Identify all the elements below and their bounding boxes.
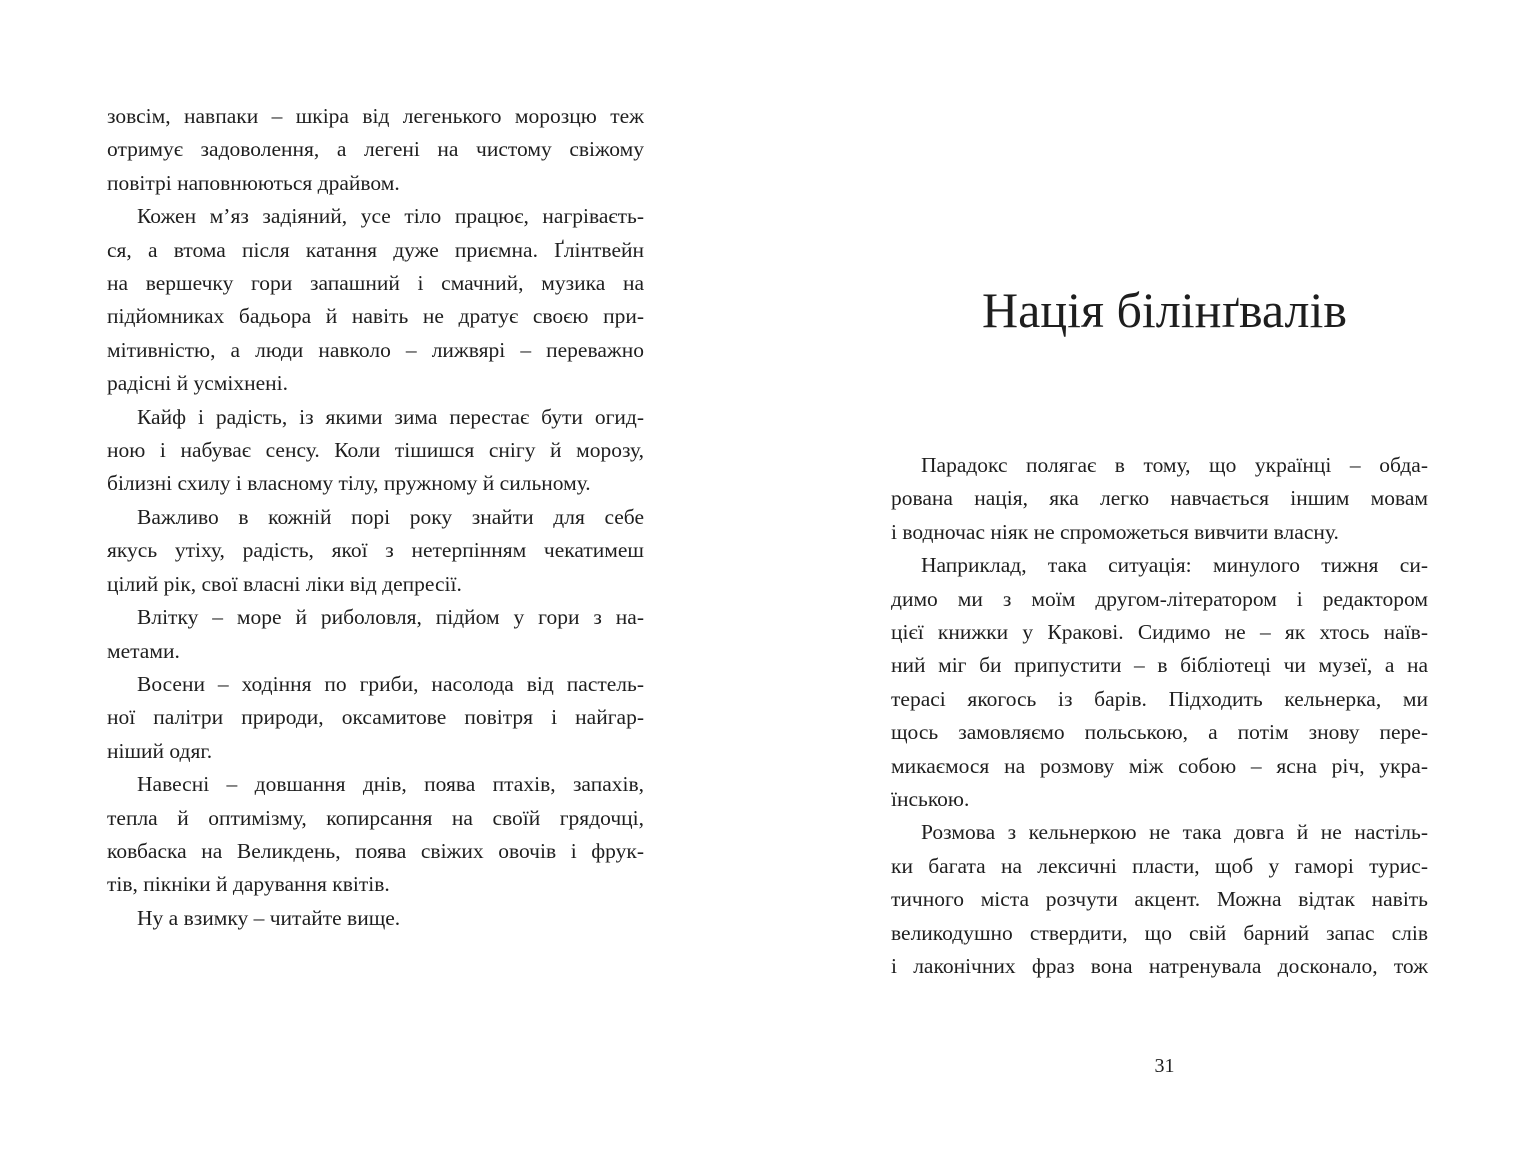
paragraph — [891, 549, 1428, 816]
left-page-body — [107, 100, 644, 935]
right-page — [768, 0, 1536, 1152]
paragraph — [107, 401, 644, 501]
text-line: ся, а втома після катання дуже приємна. Ґлінтвейн — [107, 237, 644, 262]
text-line: великодушно ствердити, що свій барний запас слів — [891, 920, 1428, 945]
paragraph — [107, 501, 644, 601]
text-line: тичного міста розчути акцент. Можна відтак навіть — [891, 887, 1428, 912]
text-line: щось замовляємо польською, а потім знову пере- — [891, 720, 1428, 745]
text-line: ною і набуває сенсу. Коли тішишся снігу й морозу, — [107, 438, 644, 463]
text-line: повітрі наповнюються драйвом. — [107, 170, 400, 195]
text-line: цілий рік, свої власні ліки від депресії. — [107, 571, 462, 596]
text-line: Наприклад, така ситуація: минулого тижня си- — [921, 553, 1428, 578]
text-line: на вершечку гори запашний і смачний, музика на — [107, 271, 644, 296]
text-line: їнською. — [891, 787, 970, 812]
text-line: ний міг би припустити – в бібліотеці чи музеї, а на — [891, 653, 1428, 678]
paragraph — [107, 768, 644, 902]
text-line: ніший одяг. — [107, 738, 213, 763]
text-line: і водночас ніяк не спроможеться вивчити власну. — [891, 519, 1339, 544]
text-line: мітивністю, а люди навколо – лижвярі – переважно — [107, 337, 644, 362]
paragraph — [107, 902, 644, 935]
paragraph — [107, 601, 644, 668]
text-line: микаємося на розмову між собою – ясна річ, укра- — [891, 753, 1428, 778]
paragraph — [107, 668, 644, 768]
text-line: Кайф і радість, із якими зима перестає бути огид- — [137, 404, 644, 429]
text-line: тів, пікніки й дарування квітів. — [107, 872, 390, 897]
text-line: цієї книжки у Кракові. Сидимо не – як хтось наїв- — [891, 620, 1428, 645]
text-line: радісні й усміхнені. — [107, 371, 289, 396]
text-line: ки багата на лексичні пласти, щоб у гаморі турис- — [891, 853, 1428, 878]
text-line: Влітку – море й риболовля, підйом у гори з на- — [137, 605, 644, 630]
paragraph — [891, 816, 1428, 983]
text-line: зовсім, навпаки – шкіра від легенького морозцю теж — [107, 104, 644, 128]
text-line: і лаконічних фраз вона натренувала досконало, тож — [891, 954, 1428, 979]
text-line: Кожен м’яз задіяний, усе тіло працює, нагріваєть- — [137, 204, 644, 229]
text-line: ковбаска на Великдень, поява свіжих овочів і фрук- — [107, 838, 644, 863]
text-line: отримує задоволення, а легені на чистому свіжому — [107, 137, 644, 162]
paragraph — [107, 200, 644, 400]
text-line: метами. — [107, 638, 180, 663]
text-line: якусь утіху, радість, якої з нетерпінням чекатимеш — [107, 538, 644, 563]
text-line: Важливо в кожній порі року знайти для себе — [137, 504, 644, 529]
text-line: Розмова з кельнеркою не така довга й не настіль- — [921, 820, 1428, 845]
text-line: тепла й оптимізму, копирсання на своїй грядочці, — [107, 805, 644, 830]
text-line: Парадокс полягає в тому, що українці – обда- — [921, 453, 1428, 477]
page-number: 31 — [1154, 1055, 1175, 1077]
text-line: Ну а взимку – читайте вище. — [137, 905, 401, 930]
text-line: Навесні – довшання днів, поява птахів, запахів, — [137, 772, 644, 797]
paragraph — [107, 100, 644, 200]
text-line: терасі якогось із барів. Підходить кельнерка, ми — [891, 686, 1428, 711]
text-line: рована нація, яка легко навчається іншим мовам — [891, 486, 1428, 511]
chapter-title: Нація білінґвалів — [982, 282, 1347, 338]
text-line: білизні схилу і власному тілу, пружному й сильному. — [107, 471, 591, 496]
text-line: підйомниках бадьора й навіть не дратує своєю при- — [107, 304, 644, 329]
paragraph — [891, 449, 1428, 549]
text-line: димо ми з моїм другом-літератором і редактором — [891, 586, 1428, 611]
text-line: Восени – ходіння по гриби, насолода від пастель- — [137, 671, 644, 696]
text-line: ної палітри природи, оксамитове повітря і найгар- — [107, 705, 644, 730]
right-page-body — [891, 449, 1428, 984]
